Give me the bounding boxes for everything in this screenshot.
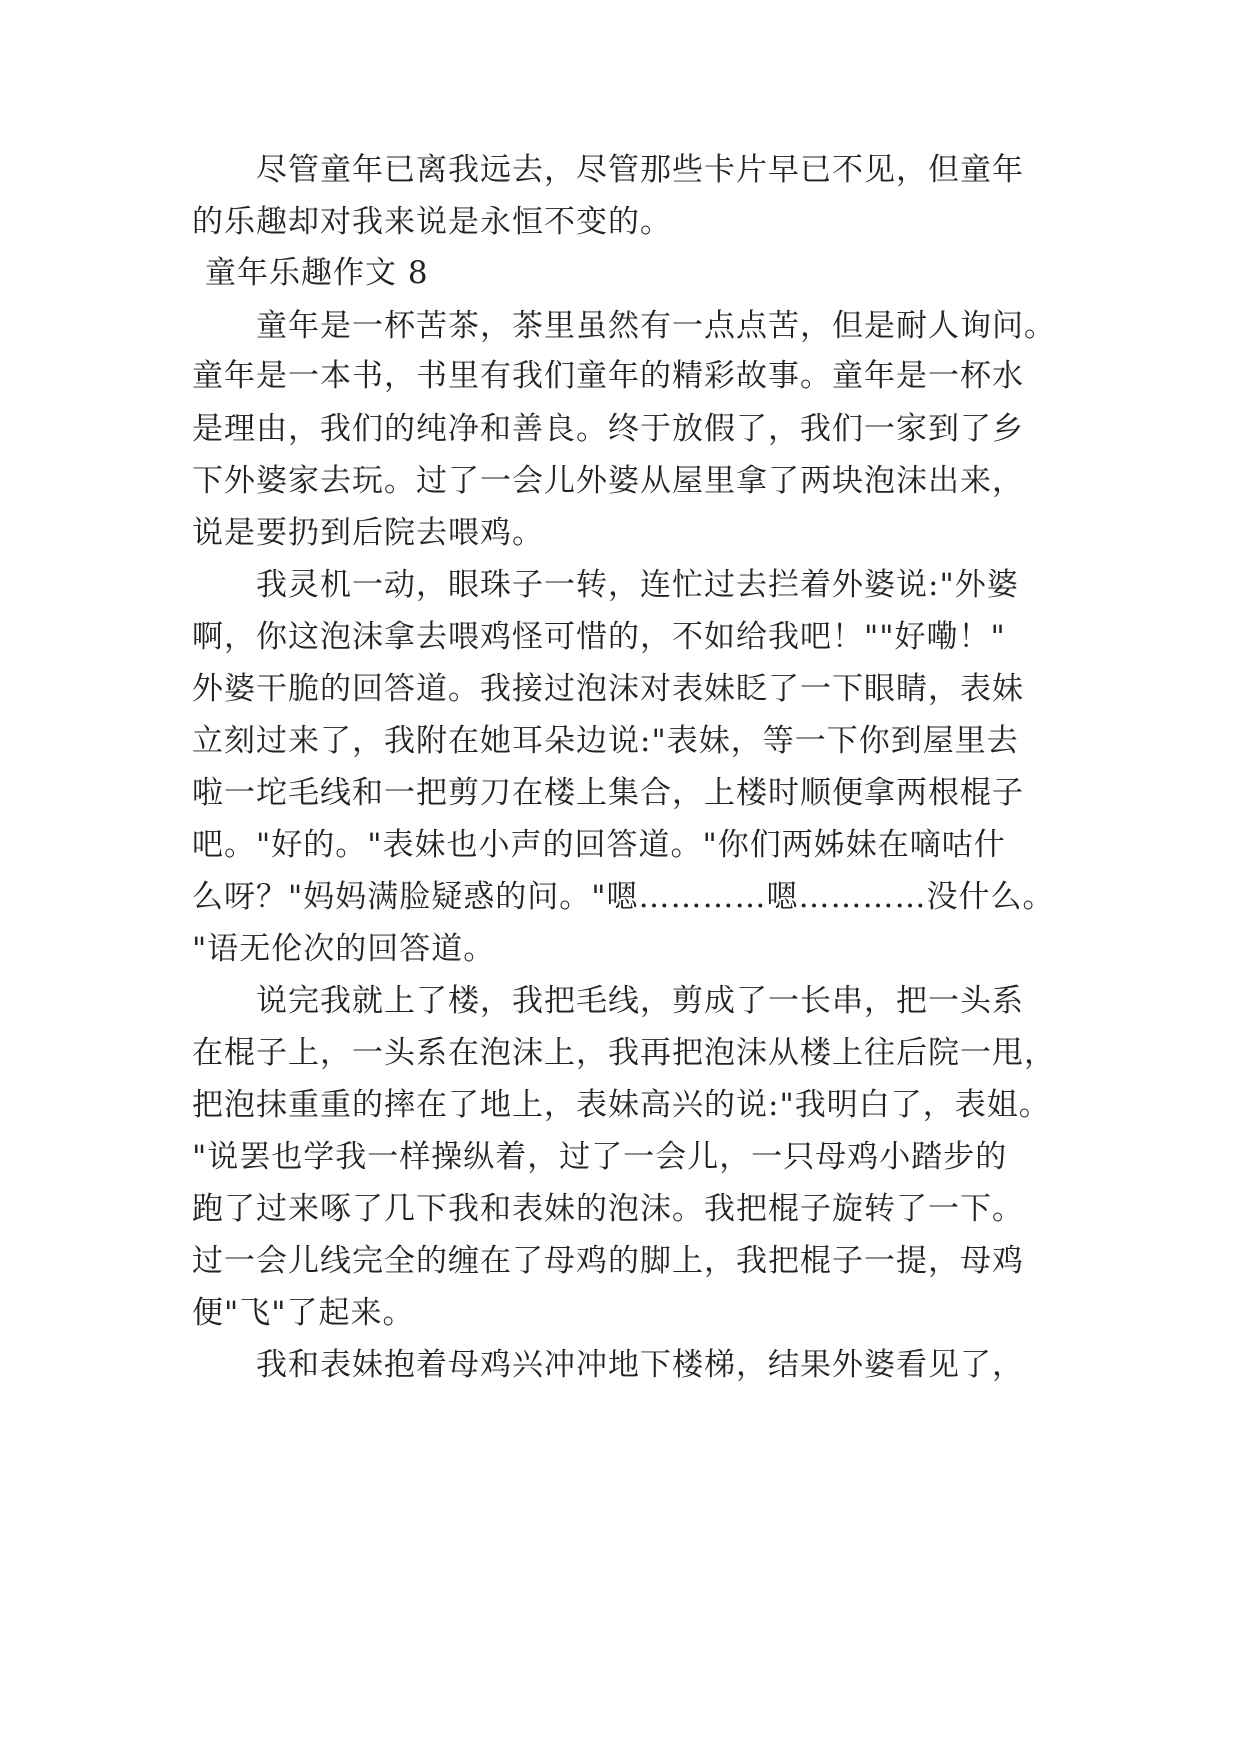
paragraph-line: 跑了过来啄了几下我和表妹的泡沫。我把棍子旋转了一下。 — [192, 1191, 1024, 1227]
paragraph-line: "说罢也学我一样操纵着，过了一会儿，一只母鸡小踏步的 — [192, 1139, 1008, 1175]
paragraph-line: 的乐趣却对我来说是永恒不变的。 — [192, 204, 672, 240]
paragraph-line: 啊，你这泡沫拿去喂鸡怪可惜的，不如给我吧！""好嘞！" — [192, 619, 1006, 655]
paragraph-line: 是理由，我们的纯净和善良。终于放假了，我们一家到了乡 — [192, 411, 1024, 447]
paragraph-line: 外婆干脆的回答道。我接过泡沫对表妹眨了一下眼睛，表妹 — [192, 671, 1024, 707]
paragraph-line: 尽管童年已离我远去，尽管那些卡片早已不见，但童年 — [256, 152, 1024, 188]
paragraph-line: 立刻过来了，我附在她耳朵边说:"表妹，等一下你到屋里去 — [192, 723, 1019, 759]
paragraph-line: 吧。"好的。"表妹也小声的回答道。"你们两姊妹在嘀咕什 — [192, 827, 1006, 863]
paragraph-line: 把泡抹重重的摔在了地上，表妹高兴的说:"我明白了，表姐。 — [192, 1087, 1051, 1123]
paragraph-line: 童年是一本书，书里有我们童年的精彩故事。童年是一杯水 — [192, 358, 1024, 394]
paragraph-line: 啦一坨毛线和一把剪刀在楼上集合，上楼时顺便拿两根棍子 — [192, 775, 1024, 811]
paragraph-line: 童年是一杯苦茶，茶里虽然有一点点苦，但是耐人询问。 — [256, 308, 1056, 344]
section-heading: 童年乐趣作文 8 — [205, 255, 429, 291]
paragraph-line: "语无伦次的回答道。 — [192, 931, 496, 967]
paragraph-line: 便"飞"了起来。 — [192, 1295, 415, 1331]
paragraph-line: 过一会儿线完全的缠在了母鸡的脚上，我把棍子一提，母鸡 — [192, 1243, 1024, 1279]
paragraph-line: 我和表妹抱着母鸡兴冲冲地下楼梯，结果外婆看见了， — [256, 1347, 1024, 1383]
paragraph-line: 我灵机一动，眼珠子一转，连忙过去拦着外婆说:"外婆 — [256, 567, 1019, 603]
paragraph-line: 说完我就上了楼，我把毛线，剪成了一长串，把一头系 — [256, 983, 1024, 1019]
paragraph-line: 在棍子上，一头系在泡沫上，我再把泡沫从楼上往后院一甩， — [192, 1035, 1056, 1071]
paragraph-line: 么呀？"妈妈满脸疑惑的问。"嗯…………嗯…………没什么。 — [192, 879, 1055, 915]
paragraph-line: 下外婆家去玩。过了一会儿外婆从屋里拿了两块泡沫出来， — [192, 463, 1024, 499]
paragraph-line: 说是要扔到后院去喂鸡。 — [192, 515, 544, 551]
